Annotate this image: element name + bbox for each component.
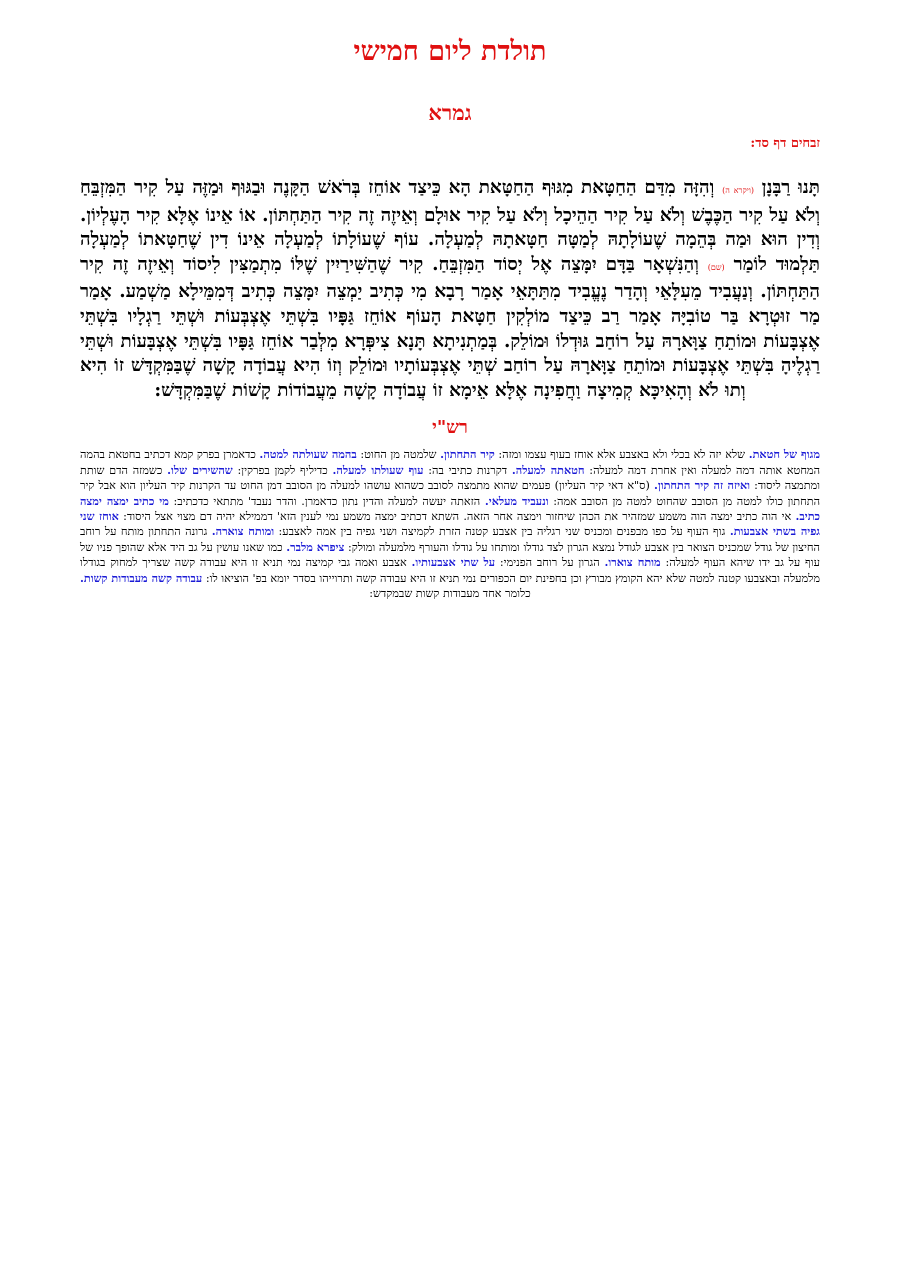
dibur-hamatchil: חטאתה למעלה. (511, 462, 585, 477)
text-segment: כשמזה הדם שותת ומתמצה ליסוד: (80, 463, 821, 493)
text-segment: אי הוה כתיב ימצה הוה משמע שמזהיר את הכהן שיחזור וימצה אחר הזאה. השתא דכתיב ימצה משמע נמי לענין הזא' דממילא יהיה דם מצוי אצל היסוד: (118, 509, 796, 523)
dibur-hamatchil: שהשירים שלו. (167, 462, 233, 477)
dibur-hamatchil: ציפרא מלבר. (286, 539, 345, 554)
text-segment: הגרון על רוחב הפנימי: (495, 556, 605, 570)
page-title: תולדת ליום חמישי (353, 36, 547, 67)
source-reference: (ויקרא ה) (722, 186, 755, 195)
dibur-hamatchil: קיר התחתון. (440, 447, 495, 462)
text-segment: שלמטה מן החוט: (356, 448, 441, 462)
dibur-hamatchil: עוף שעולתו למעלה. (332, 462, 424, 477)
rashi-commentary (80, 447, 820, 601)
text-segment: כדאמרן בפרק קמא דכתיב בחטאת בהמה המחטא אותה דמה למעלה ואין אחרת דמה למעלה: (80, 448, 821, 477)
text-segment: וְהַנִּשְׁאָר בַּדָּם יִמָּצֵה אֶל יְסוֹד הַמִּזְבֵּחַ. קִיר שֶׁהַשִּׁירַיִין שֶׁלּוֹ מִתְמַצִּין לִיסוֹד וְאֵיזֶה זֶה קִיר הַתַּחְתּוֹן. וְנַעֲבִיד מֵעִלָּאֵי וְהָדַר נֶעֱבִיד מִתַּתָּאֵי אָמַר רָבָא מִי כְּתִיב יַמְצֵה יִמָּצֵה כְּתִיב דְּמִמֵּילָא מַשְׁמַע. אָמַר מַר זוּטְרָא בַּר טוֹבִיָּה אָמַר רַב כֵּיצַד מוֹלְקִין חַטָּאת הָעוֹף אוֹחֵז גַּפָּיו בִּשְׁתֵּי אֶצְבְּעוֹת וּשְׁתֵּי רַגְלָיו בִּשְׁתֵּי אֶצְבָּעוֹת וּמוֹתֵחַ צַוָּארָהּ עַל רוֹחַב גּוּדְלוֹ וּמוֹלֵק. בְּמַתְנִיתָא תָּנָא צִיפְּרָא מִלְּבַר אוֹחֵז גַּפָּיו בִּשְׁתֵּי אֶצְבָּעוֹת וּשְׁתֵּי רַגְלֶיהָ בִּשְׁתֵּי אֶצְבָּעוֹת וּמוֹתֵחַ צַוָּארָהּ עַל רוֹחַב שְׁתֵּי אֶצְבְּעוֹתָיו וּמוֹלֵק וְזוֹ הִיא עֲבוֹדָה קָשָׁה שֶׁבַּמִּקְדָּשׁ זוֹ הִיא וְתוּ לֹא וְהָאִיכָּא קְמִיצָה וַחֲפִינָה אֶלָּא אֵימָא זוֹ עֲבוֹדָה קָשָׁה מֵעֲבוֹדוֹת קָשׁוֹת שֶׁבַּמִּקְדָּשׁ: (80, 253, 820, 401)
dibur-hamatchil: על שתי אצבעותיו. (411, 555, 496, 570)
dibur-hamatchil: בהמה שעולתה למטה. (259, 447, 357, 462)
text-segment: שלא יזה לא בכלי ולא באצבע אלא אוחז בעוף עצמו ומזה: (494, 448, 749, 462)
text-segment: דקרנות כתיבי בה: (423, 463, 512, 477)
dibur-hamatchil: ונעביד מעלאי. (484, 493, 549, 508)
dibur-hamatchil: מותח צוארו. (604, 555, 661, 570)
text-segment: כלומר אחד מעבודות קשות שבמקדש: (369, 587, 531, 600)
page-content (80, 30, 820, 601)
text-segment: הזאתה יעשה למעלה והדין נתון כדאמרן. והדר נעבד' מתתאי כדכתיב: (168, 494, 485, 508)
text-segment: תָּנוּ רַבָּנָן (754, 177, 820, 198)
dibur-hamatchil: ומותח צוארה. (211, 524, 275, 539)
daf-reference: זבחים דף סד: (750, 136, 820, 151)
dibur-hamatchil: מגוף של חטאת. (748, 447, 820, 462)
gemara-text (80, 176, 820, 403)
gemara-heading: גמרא (428, 100, 472, 125)
rashi-heading: רש"י (432, 417, 468, 439)
dibur-hamatchil: אוחז שני גפיה בשתי אצבעות. (80, 508, 820, 539)
source-reference: (שם) (707, 262, 725, 272)
text-segment: (ס"א דאי קיר העליון) פעמים שהוא מתמצה לסובב כשהוא עושהו למעלה מן הסובב דמן החוט עד הקרנות קיר העליון הוא אבל קיר התחתון כולו למטה מן הסובב שהחוט למטה מן הסובב אמה: (80, 479, 821, 508)
text-segment: וְהִזָּה מִדַּם הַחַטָּאת מִגּוּף הַחַטָּאת הָא כֵּיצַד אוֹחֵז בְּרֹאשׁ הַקָּנֶה וּבַגּוּף וּמַזֶּה עַל קִיר הַמִּזְבֵּחַ וְלֹא עַל קִיר הַכֶּבֶשׁ וְלֹא עַל קִיר הַהֵיכָל וְלֹא עַל קִיר אוּלָם וְאֵיזֶה זֶה קִיר הַתַּחְתּוֹן. אוֹ אֵינוֹ אֶלָּא קִיר הָעֶלְיוֹן. וְדִין הוּא וּמַה בְּהֵמָה שֶׁעוֹלָתָהּ לְמַטָּה חַטָּאתָהּ לְמַעְלָה. עוֹף שֶׁעוֹלָתוֹ לְמַעְלָה אֵינוֹ דִין שֶׁחַטָּאתוֹ לְמַעְלָה תַּלְמוּד לוֹמַר (80, 177, 820, 275)
text-segment: גרונה התחתון מותח על רוחב החיצון של גודל שמכניס הצואר בין אצבע לגודל נמצא הגרון לצד גודלו ומותחו על גודלו והעורף מלמעלה ומולק: (80, 525, 820, 554)
text-segment: כדיליף לקמן בפרקין: (232, 463, 333, 477)
text-segment: גוף העוף על כפו מבפנים ומכניס שני רגליה בין אצבע קטנה הזרת לקמיצה ושני גפיה בין אמה לאצבע: (274, 525, 730, 539)
dibur-hamatchil: ואיזה זה קיר התחתון. (653, 478, 751, 493)
text-segment: אצבע ואמה גבי קמיצה נמי תניא זו היא עבודה קשה שצריך למחוק בגודלו מלמעלה ובאצבעו קטנה למטה שלא יהא הקומץ מבורץ וכן בחפינת יום הכפורים נמי תניא זו היא עבודה קשה ותרוייהו בסדר יומא בפ' הוציאו לו: (80, 556, 821, 585)
text-segment: כמו שאנו עושין על גב היד אלא שהופך פניו של עוף על גב ידו שיהא העוף למעלה: (80, 540, 820, 570)
dibur-hamatchil: עבודה קשה מעבודות קשות. (80, 570, 203, 585)
dibur-hamatchil: מי כתיב ימצה ימצה כתיב. (80, 493, 820, 523)
